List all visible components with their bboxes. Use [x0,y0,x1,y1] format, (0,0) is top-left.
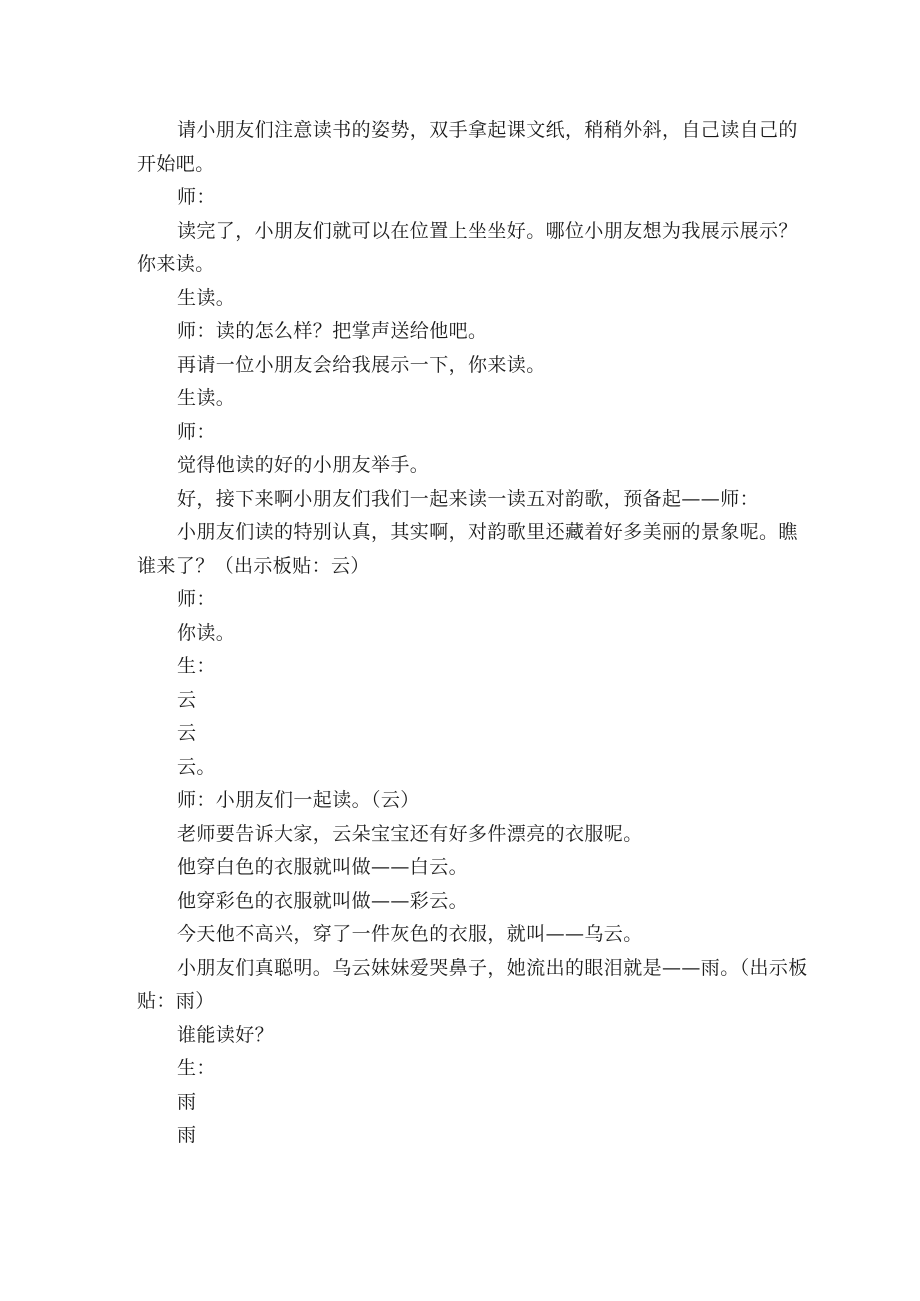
document-body [137,114,813,1153]
paragraph: 云。 [177,755,216,778]
paragraph: 你读。 [177,621,236,644]
paragraph: 他穿白色的衣服就叫做——白云。 [177,856,469,878]
paragraph: 小朋友们真聪明。乌云妹妹爱哭鼻子，她流出的眼泪就是——雨。（出示板贴：雨） [137,956,808,1012]
paragraph: 今天他不高兴，穿了一件灰色的衣服，就叫——乌云。 [177,923,643,945]
paragraph: 生： [177,655,216,677]
paragraph: 生读。 [177,286,236,309]
paragraph: 师： [177,186,216,208]
paragraph: 觉得他读的好的小朋友举手。 [177,454,430,476]
paragraph: 再请一位小朋友会给我展示一下，你来读。 [177,353,546,376]
paragraph: 请小朋友们注意读书的姿势，双手拿起课文纸，稍稍外斜，自己读自己的开始吧。 [137,119,798,175]
paragraph: 谁能读好？ [177,1023,275,1046]
paragraph: 云 [177,688,197,711]
paragraph: 好，接下来啊小朋友们我们一起来读一读五对韵歌，预备起——师： [177,487,760,510]
paragraph: 师： [177,588,216,610]
paragraph: 雨 [177,1124,197,1146]
paragraph: 生读。 [177,387,236,409]
paragraph: 师： [177,420,216,443]
paragraph: 老师要告诉大家，云朵宝宝还有好多件漂亮的衣服呢。 [177,822,643,845]
paragraph: 小朋友们读的特别认真，其实啊，对韵歌里还藏着好多美丽的景象呢。瞧谁来了？（出示板贴：云） [137,521,798,577]
paragraph: 雨 [177,1090,197,1113]
paragraph: 师：读的怎么样？把掌声送给他吧。 [177,320,488,342]
paragraph: 读完了，小朋友们就可以在位置上坐坐好。哪位小朋友想为我展示展示？你来读。 [137,219,798,275]
paragraph: 生： [177,1057,216,1079]
paragraph: 云 [177,722,197,744]
paragraph: 他穿彩色的衣服就叫做——彩云。 [177,889,469,912]
paragraph: 师：小朋友们一起读。（云） [177,789,420,811]
